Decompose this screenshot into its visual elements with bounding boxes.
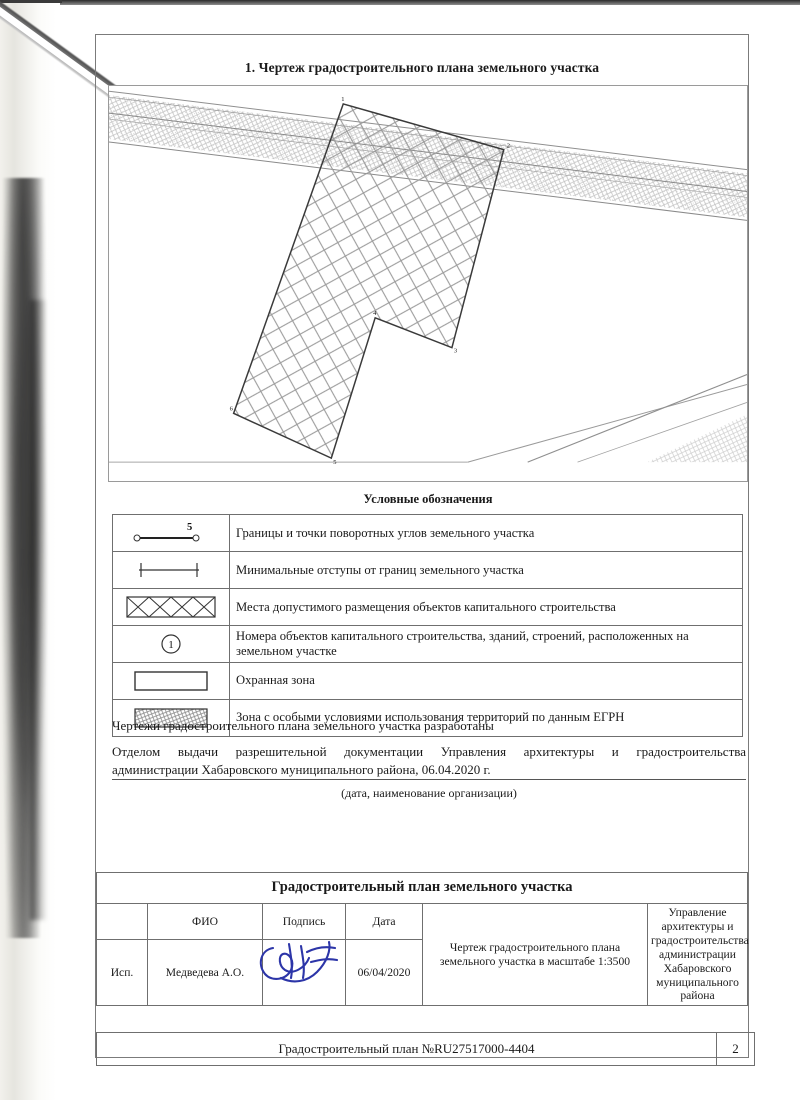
legend-row (113, 662, 743, 699)
legend-symbol-cell (113, 552, 230, 589)
developed-by-line1: Отделом выдачи разрешительной документации Управления архитектуры и градостроительства (112, 744, 746, 759)
legend-row (113, 515, 743, 552)
issuing-organization: Управление архитектуры и градостроительства администрации Хабаровского муниципального района (648, 904, 748, 1006)
scan-top-edge-artifact (60, 0, 800, 5)
legend-text: Охранная зона (230, 662, 743, 699)
corner-wedge-zone (528, 375, 747, 463)
svg-text:1: 1 (341, 95, 345, 103)
plain-rectangle-icon (113, 666, 229, 696)
legend-text: Минимальные отступы от границ земельного участка (230, 552, 743, 589)
legend-row (113, 626, 743, 663)
lower-road-line (109, 384, 747, 462)
legend-table (112, 514, 743, 737)
legend-symbol-cell (113, 515, 230, 552)
developed-by-line2: администрации Хабаровского муниципального района, 06.04.2020 г. (112, 761, 491, 777)
cadastral-map-drawing[interactable] (109, 86, 747, 481)
signature-block-title: Градостроительный план земельного участка (96, 872, 748, 903)
legend-symbol-cell (113, 589, 230, 626)
header-fio: ФИО (148, 904, 263, 940)
developed-by-block (112, 718, 746, 801)
page-title: 1. Чертеж градостроительного плана земельного участка (244, 60, 600, 75)
svg-text:3: 3 (453, 347, 458, 355)
signature-block (96, 872, 748, 1006)
legend-vertex-number: 5 (187, 522, 193, 533)
signature-table (96, 903, 748, 1006)
footer-row (97, 1033, 755, 1066)
footer-document-title: Градостроительный план №RU27517000-4404 (97, 1033, 717, 1066)
developed-by-intro: Чертежи градостроительного плана земельного участка разработаны (112, 718, 494, 733)
footer-page-number: 2 (717, 1033, 755, 1066)
x-hatch-rectangle-icon (113, 592, 229, 622)
setback-dimension-line-icon (113, 556, 229, 584)
legend-row (113, 552, 743, 589)
legend-title: Условные обозначения (363, 492, 493, 506)
developed-by-caption: (дата, наименование организации) (341, 786, 517, 801)
header-signature: Подпись (263, 904, 346, 940)
legend-text: Границы и точки поворотных углов земельного участка (230, 515, 743, 552)
header-role (97, 904, 148, 940)
fio-value: Медведева А.О. (148, 940, 263, 1006)
svg-text:2: 2 (506, 142, 510, 150)
header-date: Дата (346, 904, 423, 940)
date-value: 06/04/2020 (346, 940, 423, 1006)
signature-cell (263, 940, 346, 1006)
boundary-points-line-icon (113, 518, 229, 548)
svg-text:4: 4 (373, 309, 377, 317)
legend-text: Места допустимого размещения объектов капитального строительства (230, 589, 743, 626)
legend-text: Номера объектов капитального строительства, зданий, строений, расположенных на земельном участке (230, 626, 743, 663)
scan-dark-band-artifact (30, 300, 46, 920)
legend-symbol-cell (113, 626, 230, 663)
legend-text: Зона с особыми условиями использования территорий по данным ЕГРН (230, 699, 743, 736)
legend-row (113, 589, 743, 626)
legend-object-number: 1 (168, 638, 174, 651)
drawing-description: Чертеж градостроительного плана земельного участка в масштабе 1:3500 (423, 904, 648, 1006)
footer-table (96, 1032, 755, 1066)
legend-symbol-cell (113, 662, 230, 699)
cadastral-map-frame[interactable] (108, 85, 748, 482)
signature-table-header-row (97, 904, 748, 940)
developed-by-organization (112, 743, 746, 780)
numbered-circle-icon (113, 627, 229, 661)
svg-text:5: 5 (333, 459, 337, 467)
svg-text:6: 6 (229, 405, 233, 413)
role-value: Исп. (97, 940, 148, 1006)
